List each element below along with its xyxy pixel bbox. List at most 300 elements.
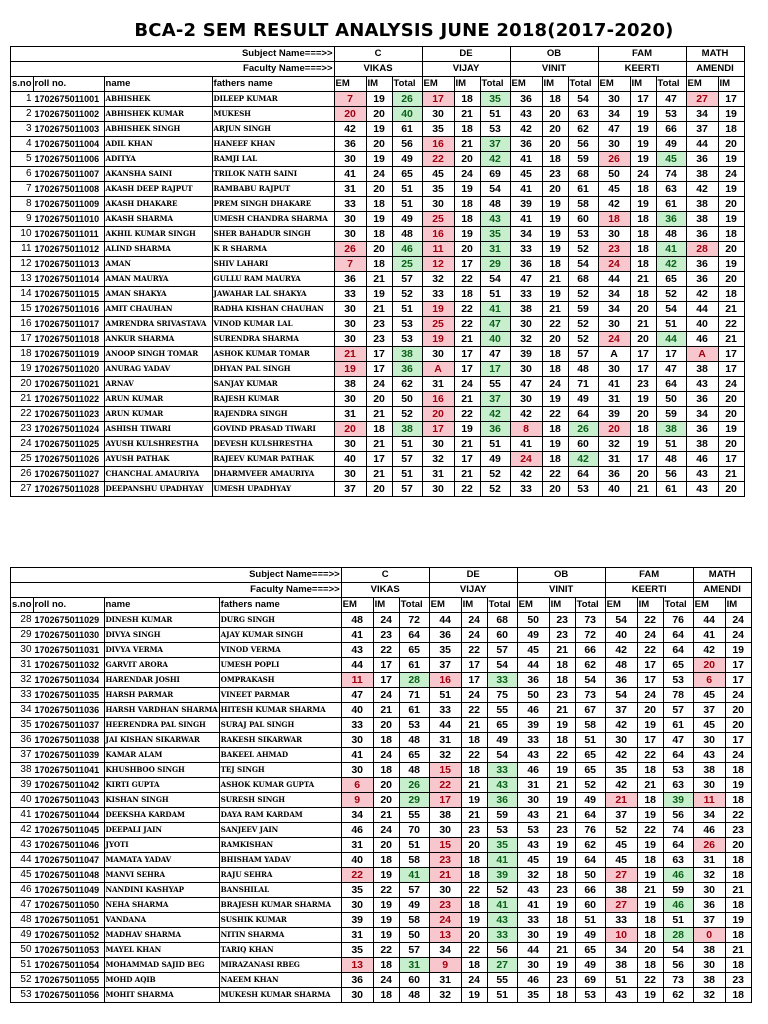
total-mark: 40 xyxy=(480,332,510,347)
im-mark: 21 xyxy=(454,137,480,152)
table-row xyxy=(11,482,745,497)
im-mark: 17 xyxy=(366,362,392,377)
faculty-label: Faculty Name===>> xyxy=(11,62,335,77)
im-mark: 18 xyxy=(461,853,487,868)
im-mark: 21 xyxy=(630,482,656,497)
roll-number: 1702675011028 xyxy=(33,482,104,497)
father-name: DAYA RAM KARDAM xyxy=(219,808,341,823)
im-mark: 17 xyxy=(373,658,399,673)
roll-number: 1702675011017 xyxy=(33,317,104,332)
em-mark: 30 xyxy=(334,392,366,407)
col-total-header: Total xyxy=(392,77,422,92)
table-row xyxy=(11,868,752,883)
em-mark: 43 xyxy=(517,838,549,853)
total-mark: 59 xyxy=(656,407,686,422)
im-mark: 18 xyxy=(373,763,399,778)
em-mark: 32 xyxy=(693,988,725,1003)
total-mark: 49 xyxy=(399,898,429,913)
father-name: BAKEEL AHMAD xyxy=(219,748,341,763)
total-mark: 47 xyxy=(656,362,686,377)
total-mark: 38 xyxy=(392,422,422,437)
total-mark: 36 xyxy=(487,793,517,808)
im-mark: 22 xyxy=(373,883,399,898)
em-mark: 25 xyxy=(422,212,454,227)
student-name: DIVYA SINGH xyxy=(104,628,219,643)
em-mark: 44 xyxy=(517,943,549,958)
total-mark: 62 xyxy=(568,122,598,137)
total-mark: 49 xyxy=(568,392,598,407)
im-mark: 19 xyxy=(637,868,663,883)
im-mark: 18 xyxy=(725,958,751,973)
total-mark: 53 xyxy=(487,823,517,838)
im-mark: 18 xyxy=(454,92,480,107)
table-row xyxy=(11,137,745,152)
total-mark: 64 xyxy=(656,377,686,392)
total-mark: 65 xyxy=(575,763,605,778)
total-mark: 47 xyxy=(656,92,686,107)
student-name: ANKUR SHARMA xyxy=(104,332,212,347)
im-mark: 17 xyxy=(718,452,744,467)
im-mark: 24 xyxy=(637,628,663,643)
father-name: GOVIND PRASAD TIWARI xyxy=(212,422,334,437)
student-name: MANVI SEHRA xyxy=(104,868,219,883)
em-mark: 26 xyxy=(334,242,366,257)
im-mark: 22 xyxy=(454,317,480,332)
im-mark: 18 xyxy=(542,257,568,272)
total-mark: 65 xyxy=(392,167,422,182)
em-mark: 31 xyxy=(598,452,630,467)
total-mark: 69 xyxy=(575,973,605,988)
im-mark: 20 xyxy=(725,703,751,718)
im-mark: 24 xyxy=(373,688,399,703)
im-mark: 21 xyxy=(366,407,392,422)
serial-number: 28 xyxy=(11,613,34,628)
total-mark: 53 xyxy=(568,482,598,497)
im-mark: 23 xyxy=(366,317,392,332)
em-mark: 38 xyxy=(693,763,725,778)
em-mark: 45 xyxy=(517,853,549,868)
im-mark: 18 xyxy=(373,733,399,748)
total-mark: 46 xyxy=(392,242,422,257)
total-mark: 31 xyxy=(480,242,510,257)
student-name: AKASH DEEP RAJPUT xyxy=(104,182,212,197)
father-name: ASHOK KUMAR TOMAR xyxy=(212,347,334,362)
total-mark: 62 xyxy=(575,658,605,673)
total-mark: 72 xyxy=(399,613,429,628)
im-mark: 18 xyxy=(718,227,744,242)
father-name: OMPRAKASH xyxy=(219,673,341,688)
serial-number: 16 xyxy=(11,317,34,332)
em-mark: 16 xyxy=(422,227,454,242)
em-mark: 47 xyxy=(341,688,373,703)
im-mark: 18 xyxy=(637,763,663,778)
student-name: ADITYA xyxy=(104,152,212,167)
em-mark: 43 xyxy=(517,808,549,823)
col-name-header: name xyxy=(104,77,212,92)
student-name: MAMATA YADAV xyxy=(104,853,219,868)
im-mark: 22 xyxy=(725,808,751,823)
em-mark: 45 xyxy=(693,688,725,703)
serial-number: 11 xyxy=(11,242,34,257)
em-mark: 45 xyxy=(510,167,542,182)
im-mark: 23 xyxy=(725,973,751,988)
im-mark: 18 xyxy=(549,658,575,673)
faculty-name: VIKAS xyxy=(341,583,429,598)
total-mark: 48 xyxy=(656,452,686,467)
father-name: VINOD KUMAR LAL xyxy=(212,317,334,332)
em-mark: 30 xyxy=(341,988,373,1003)
em-mark: 33 xyxy=(510,242,542,257)
em-mark: 34 xyxy=(429,943,461,958)
serial-number: 22 xyxy=(11,407,34,422)
em-mark: 36 xyxy=(334,137,366,152)
table-row xyxy=(11,362,745,377)
em-mark: 40 xyxy=(341,853,373,868)
total-mark: 64 xyxy=(663,628,693,643)
serial-number: 14 xyxy=(11,287,34,302)
student-name: DEEKSHA KARDAM xyxy=(104,808,219,823)
roll-number: 1702675011038 xyxy=(33,733,104,748)
em-mark: 32 xyxy=(429,748,461,763)
total-mark: 31 xyxy=(399,958,429,973)
total-mark: 58 xyxy=(568,197,598,212)
total-mark: 60 xyxy=(399,973,429,988)
total-mark: 64 xyxy=(663,838,693,853)
subject-name: OB xyxy=(517,568,605,583)
table-row xyxy=(11,242,745,257)
im-mark: 20 xyxy=(637,943,663,958)
im-mark: 18 xyxy=(725,868,751,883)
total-mark: 61 xyxy=(656,197,686,212)
em-mark: 34 xyxy=(598,287,630,302)
total-mark: 54 xyxy=(480,182,510,197)
total-mark: 56 xyxy=(663,958,693,973)
total-mark: 54 xyxy=(568,92,598,107)
im-mark: 17 xyxy=(630,347,656,362)
em-mark: 31 xyxy=(517,778,549,793)
em-mark: 30 xyxy=(334,437,366,452)
total-mark: 56 xyxy=(663,808,693,823)
father-name: TARIQ KHAN xyxy=(219,943,341,958)
father-name: SURAJ PAL SINGH xyxy=(219,718,341,733)
em-mark: 51 xyxy=(429,688,461,703)
em-mark: 24 xyxy=(598,257,630,272)
em-mark: 38 xyxy=(686,167,718,182)
serial-number: 33 xyxy=(11,688,34,703)
im-mark: 24 xyxy=(725,628,751,643)
em-mark: 41 xyxy=(598,377,630,392)
total-mark: 60 xyxy=(575,898,605,913)
total-mark: 46 xyxy=(663,898,693,913)
total-mark: 75 xyxy=(487,688,517,703)
father-name: RAJEEV KUMAR PATHAK xyxy=(212,452,334,467)
father-name: TEJ SINGH xyxy=(219,763,341,778)
im-mark: 18 xyxy=(461,763,487,778)
roll-number: 1702675011025 xyxy=(33,437,104,452)
im-mark: 19 xyxy=(630,107,656,122)
em-mark: 36 xyxy=(686,422,718,437)
col-im-header: IM xyxy=(542,77,568,92)
im-mark: 22 xyxy=(637,613,663,628)
total-mark: 35 xyxy=(487,838,517,853)
im-mark: 19 xyxy=(366,212,392,227)
subject-name: FAM xyxy=(598,47,686,62)
total-mark: 57 xyxy=(399,883,429,898)
table-row xyxy=(11,988,752,1003)
em-mark: 18 xyxy=(598,212,630,227)
im-mark: 17 xyxy=(366,347,392,362)
em-mark: 42 xyxy=(686,182,718,197)
total-mark: 72 xyxy=(575,628,605,643)
faculty-name: KEERTI xyxy=(598,62,686,77)
table-row xyxy=(11,838,752,853)
em-mark: 47 xyxy=(510,272,542,287)
im-mark: 18 xyxy=(366,197,392,212)
em-mark: 37 xyxy=(334,482,366,497)
em-mark: 44 xyxy=(429,718,461,733)
total-mark: 61 xyxy=(399,703,429,718)
em-mark: 40 xyxy=(605,628,637,643)
student-name: ANOOP SINGH TOMAR xyxy=(104,347,212,362)
im-mark: 22 xyxy=(718,317,744,332)
im-mark: 20 xyxy=(454,242,480,257)
col-em-header: EM xyxy=(686,77,718,92)
im-mark: 19 xyxy=(542,287,568,302)
serial-number: 9 xyxy=(11,212,34,227)
em-mark: 30 xyxy=(422,347,454,362)
roll-number: 1702675011020 xyxy=(33,362,104,377)
col-em-header: EM xyxy=(693,598,725,613)
im-mark: 20 xyxy=(373,718,399,733)
serial-number: 30 xyxy=(11,643,34,658)
total-mark: 69 xyxy=(480,167,510,182)
em-mark: 40 xyxy=(341,703,373,718)
im-mark: 21 xyxy=(373,703,399,718)
roll-number: 1702675011031 xyxy=(33,643,104,658)
im-mark: 20 xyxy=(454,152,480,167)
em-mark: 19 xyxy=(422,302,454,317)
total-mark: 51 xyxy=(575,733,605,748)
im-mark: 19 xyxy=(637,718,663,733)
table-row xyxy=(11,958,752,973)
em-mark: 23 xyxy=(429,898,461,913)
serial-number: 24 xyxy=(11,437,34,452)
im-mark: 22 xyxy=(373,643,399,658)
im-mark: 21 xyxy=(718,302,744,317)
total-mark: 70 xyxy=(399,823,429,838)
table-row xyxy=(11,643,752,658)
table-row xyxy=(11,212,745,227)
father-name: ASHOK KUMAR GUPTA xyxy=(219,778,341,793)
em-mark: 48 xyxy=(341,613,373,628)
im-mark: 18 xyxy=(637,913,663,928)
col-roll-header: roll no. xyxy=(33,77,104,92)
table-row xyxy=(11,392,745,407)
roll-number: 1702675011015 xyxy=(33,287,104,302)
student-name: AMIT CHAUHAN xyxy=(104,302,212,317)
father-name: DHYAN PAL SINGH xyxy=(212,362,334,377)
im-mark: 19 xyxy=(718,212,744,227)
father-name: SUSHIK KUMAR xyxy=(219,913,341,928)
em-mark: 38 xyxy=(693,973,725,988)
im-mark: 18 xyxy=(637,928,663,943)
total-mark: 29 xyxy=(399,793,429,808)
im-mark: 17 xyxy=(366,452,392,467)
serial-number: 23 xyxy=(11,422,34,437)
em-mark: 31 xyxy=(693,853,725,868)
total-mark: 76 xyxy=(575,823,605,838)
em-mark: 45 xyxy=(422,167,454,182)
em-mark: 41 xyxy=(334,167,366,182)
im-mark: 21 xyxy=(725,943,751,958)
im-mark: 22 xyxy=(542,317,568,332)
total-mark: 76 xyxy=(663,613,693,628)
im-mark: 18 xyxy=(630,212,656,227)
total-mark: 41 xyxy=(656,242,686,257)
subject-name: DE xyxy=(429,568,517,583)
em-mark: 30 xyxy=(598,317,630,332)
student-name: KAMAR ALAM xyxy=(104,748,219,763)
roll-number: 1702675011022 xyxy=(33,392,104,407)
table-row xyxy=(11,182,745,197)
em-mark: 33 xyxy=(341,718,373,733)
total-mark: 37 xyxy=(480,392,510,407)
im-mark: 17 xyxy=(454,362,480,377)
total-mark: 54 xyxy=(656,302,686,317)
im-mark: 19 xyxy=(373,928,399,943)
im-mark: 18 xyxy=(718,122,744,137)
em-mark: 30 xyxy=(517,928,549,943)
total-mark: 65 xyxy=(399,748,429,763)
em-mark: 54 xyxy=(605,613,637,628)
subject-name: MATH xyxy=(686,47,744,62)
serial-number: 47 xyxy=(11,898,34,913)
col-total-header: Total xyxy=(575,598,605,613)
table-row xyxy=(11,853,752,868)
total-mark: 47 xyxy=(480,347,510,362)
total-mark: 52 xyxy=(480,467,510,482)
total-mark: 66 xyxy=(575,643,605,658)
total-mark: 60 xyxy=(568,437,598,452)
im-mark: 21 xyxy=(454,467,480,482)
im-mark: 19 xyxy=(461,793,487,808)
total-mark: 78 xyxy=(663,688,693,703)
em-mark: 46 xyxy=(517,703,549,718)
em-mark: 10 xyxy=(605,928,637,943)
roll-number: 1702675011011 xyxy=(33,227,104,242)
total-mark: 74 xyxy=(656,167,686,182)
em-mark: 38 xyxy=(686,362,718,377)
faculty-name: AMENDI xyxy=(686,62,744,77)
im-mark: 17 xyxy=(454,452,480,467)
im-mark: 21 xyxy=(366,467,392,482)
im-mark: 22 xyxy=(637,823,663,838)
roll-number: 1702675011036 xyxy=(33,703,104,718)
im-mark: 19 xyxy=(637,808,663,823)
col-im-header: IM xyxy=(637,598,663,613)
em-mark: 42 xyxy=(510,467,542,482)
roll-number: 1702675011052 xyxy=(33,928,104,943)
total-mark: 48 xyxy=(399,733,429,748)
im-mark: 19 xyxy=(725,778,751,793)
im-mark: 21 xyxy=(637,778,663,793)
im-mark: 18 xyxy=(549,868,575,883)
total-mark: 64 xyxy=(663,643,693,658)
im-mark: 24 xyxy=(461,688,487,703)
em-mark: 44 xyxy=(686,137,718,152)
im-mark: 17 xyxy=(718,92,744,107)
im-mark: 21 xyxy=(549,943,575,958)
im-mark: 18 xyxy=(630,422,656,437)
total-mark: 33 xyxy=(487,673,517,688)
student-name: AYUSH KULSHRESTHA xyxy=(104,437,212,452)
em-mark: 21 xyxy=(334,347,366,362)
father-name: RAMKISHAN xyxy=(219,838,341,853)
em-mark: 41 xyxy=(510,212,542,227)
em-mark: 11 xyxy=(422,242,454,257)
student-name: GARVIT ARORA xyxy=(104,658,219,673)
father-name: RAJENDRA SINGH xyxy=(212,407,334,422)
em-mark: 20 xyxy=(334,107,366,122)
serial-number: 12 xyxy=(11,257,34,272)
im-mark: 20 xyxy=(542,122,568,137)
em-mark: 38 xyxy=(686,437,718,452)
total-mark: 51 xyxy=(663,913,693,928)
im-mark: 22 xyxy=(637,643,663,658)
em-mark: 34 xyxy=(510,227,542,242)
em-mark: 33 xyxy=(422,287,454,302)
total-mark: 66 xyxy=(656,122,686,137)
em-mark: 34 xyxy=(693,808,725,823)
faculty-name: VIJAY xyxy=(429,583,517,598)
total-mark: 39 xyxy=(487,868,517,883)
im-mark: 20 xyxy=(542,107,568,122)
student-name: ARNAV xyxy=(104,377,212,392)
total-mark: 53 xyxy=(392,317,422,332)
serial-number: 44 xyxy=(11,853,34,868)
em-mark: 26 xyxy=(693,838,725,853)
serial-number: 1 xyxy=(11,92,34,107)
total-mark: 44 xyxy=(656,332,686,347)
subject-name: DE xyxy=(422,47,510,62)
im-mark: 20 xyxy=(718,482,744,497)
serial-number: 34 xyxy=(11,703,34,718)
student-name: ANURAG YADAV xyxy=(104,362,212,377)
serial-number: 39 xyxy=(11,778,34,793)
total-mark: 38 xyxy=(656,422,686,437)
total-mark: 50 xyxy=(656,392,686,407)
father-name: HANEEF KHAN xyxy=(212,137,334,152)
em-mark: 41 xyxy=(510,152,542,167)
em-mark: 23 xyxy=(598,242,630,257)
student-name: HARSH PARMAR xyxy=(104,688,219,703)
total-mark: 52 xyxy=(480,482,510,497)
em-mark: 17 xyxy=(422,92,454,107)
em-mark: 44 xyxy=(686,302,718,317)
father-name: DHARMVEER AMAURIYA xyxy=(212,467,334,482)
em-mark: 39 xyxy=(341,913,373,928)
im-mark: 20 xyxy=(366,242,392,257)
im-mark: 17 xyxy=(718,362,744,377)
total-mark: 52 xyxy=(568,287,598,302)
im-mark: 19 xyxy=(461,988,487,1003)
im-mark: 17 xyxy=(630,452,656,467)
table-row xyxy=(11,628,752,643)
student-name: MADHAV SHARMA xyxy=(104,928,219,943)
faculty-name: VINIT xyxy=(517,583,605,598)
table-row xyxy=(11,703,752,718)
im-mark: 19 xyxy=(549,793,575,808)
